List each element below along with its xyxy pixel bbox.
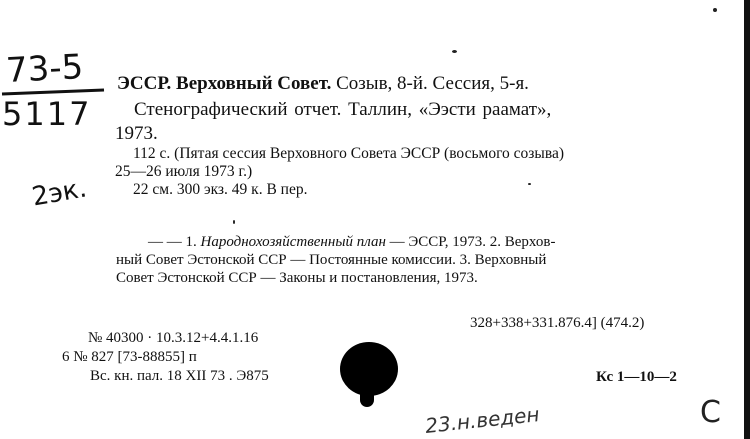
speck [452, 50, 457, 53]
handwritten-note-left: 2эк. [29, 173, 89, 213]
handwritten-note-bottom: 23.н.веден [424, 402, 541, 438]
ink-blot-tail [360, 385, 374, 407]
handwritten-note-bottom-right: С [700, 395, 721, 430]
speck [233, 220, 235, 224]
speck [713, 8, 717, 12]
footer-book-chamber-line: Вс. кн. пал. 18 XII 73 . Э875 [90, 368, 269, 384]
handwritten-call-number-bottom: 5117 [2, 95, 92, 133]
entry-heading-author: ЭССР. Верховный Совет. [117, 73, 332, 94]
description-line-1: 112 с. (Пятая сессия Верховного Совета ЭССР (восьмого созыва) [133, 145, 564, 162]
description-line-2: 25—26 июля 1973 г.) [115, 163, 253, 180]
card-edge [744, 0, 750, 439]
subjects-line-3: Совет Эстонской ССР — Законы и постановления, 1973. [116, 270, 478, 286]
subjects-line-1-italic: Народнохозяйственный план [200, 234, 386, 250]
classification-index: 328+338+331.876.4] (474.2) [470, 315, 645, 331]
footer-code: Кс 1—10—2 [596, 369, 677, 385]
footer-number-line: № 40300 · 10.3.12+4.4.1.16 [88, 330, 259, 346]
footer-order-line: 6 № 827 [73-88855] п [62, 349, 197, 365]
speck [528, 183, 531, 185]
subjects-line-1-suffix: — ЭССР, 1973. 2. Верхов- [385, 234, 556, 250]
handwritten-call-number-top: 73-5 [5, 47, 85, 91]
entry-heading [117, 74, 529, 93]
subjects-line-1 [148, 235, 555, 250]
subjects-line-2: ный Совет Эстонской ССР — Постоянные комиссии. 3. Верховный [116, 252, 547, 268]
entry-title-line: Стенографический отчет. Таллин, «Ээсти раамат», [134, 99, 552, 120]
subjects-line-1-prefix: — — 1. [148, 234, 201, 250]
description-line-3: 22 см. 300 экз. 49 к. В пер. [133, 181, 308, 198]
entry-heading-rest: Созыв, 8-й. Сессия, 5-я. [331, 73, 529, 94]
entry-year-line: 1973. [115, 123, 158, 144]
